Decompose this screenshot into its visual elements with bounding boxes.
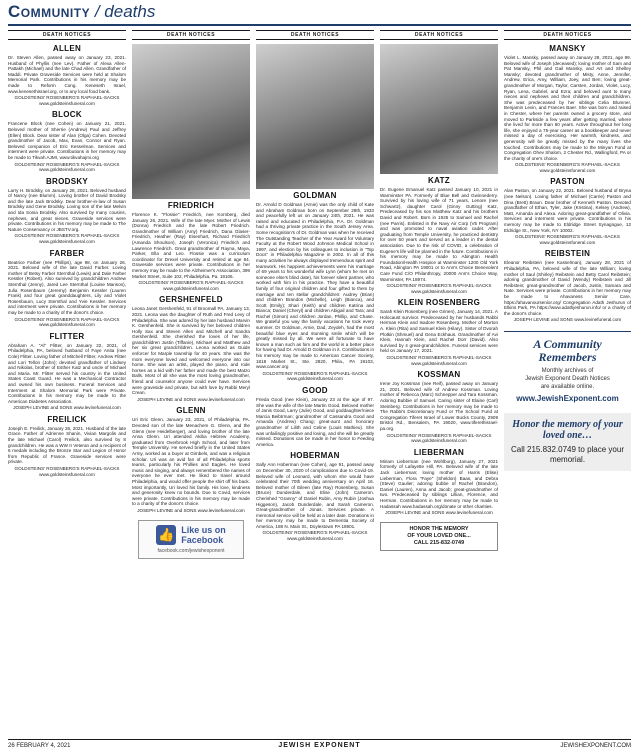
funeral-home: GOLDSTEINS' ROSENBERG'S RAPHAEL-SACKS www.goldsteinsfuneral.com [138, 280, 244, 291]
facebook-line2: Facebook [181, 534, 224, 545]
obituary-good [256, 386, 374, 447]
portrait-photo [380, 44, 498, 174]
ad-website-link[interactable]: www.JewishExponent.com [516, 393, 619, 403]
obituary-text: Joseph E. Freilick, January 26, 2021. Husband of the late Grace. Father of Adrienne Shanin, Vivian Margolis and the late Michael (Carol) Freilick, also survived by 8 grandchildren. He was a WW II Veteran and a recipient of 6 medals including the Bronze Star and Legion of Honor from Republic of France. Graveside services were private. [8, 425, 126, 465]
obituary-name: GERSHENFELD [159, 295, 223, 305]
funeral-home: GOLDSTEINS' ROSENBERG'S RAPHAEL-SACKS www.goldsteinsfuneral.com [14, 233, 120, 245]
funeral-home: GOLDSTEINS' ROSENBERG'S RAPHAEL-SACKS www.goldsteinsfuneral.com [14, 316, 120, 328]
funeral-home: GOLDSTEINS' ROSENBERG'S RAPHAEL-SACKS www.goldsteinsfuneral.com [14, 161, 120, 173]
funeral-home: GOLDSTEINS' ROSENBERG'S RAPHAEL-SACKS www.goldsteinsfuneral.com [386, 283, 492, 294]
column-3 [256, 30, 374, 730]
death-notices-label: DEATH NOTICES [256, 30, 374, 40]
obituary-name: ALLEN [52, 44, 82, 53]
facebook-line1: Like us on [181, 524, 226, 535]
obituary-text: Leona Janet Gershenfeld, 91 of Broomall PA, January 13, 2021. Leona was the daughter of Ruth and Fred Levy of Philadelphia. She was adored by her late husband Marvin K. Gershenfeld. She is survived by her beloved children Holly Sax and Steven Allen and Mitchell and Sandra Gershenfeld. She cherished the loves of her life, grandchildren Justin (Tiffanie), Michael and Matthew and her six great grandchildren. Leona worked as Guide enforcer for Marple township for 40 years. She was the mom everyone loved and welcomed everyone into our home. She was an artist, played the piano, and rode horses as a kid with her father and made the best Matzo Balls. Most of all she was the most loving grandmother, friend and counselor anyone could ever have. Services were graveside and private, but with love by Rabbi Meryl Crean. [132, 306, 250, 396]
column-2 [132, 30, 250, 730]
obituary-name: REIBSTEIN [544, 249, 591, 259]
funeral-home: GOLDSTEINS' ROSENBERG'S RAPHAEL-SACKS www.goldsteinsfuneral.com [14, 95, 120, 106]
obituary-name: MANSKY [549, 44, 586, 53]
obituary-text: Dr. Steven Allen, passed away on January 23, 2021. Husband of Phyllis (nee Lev). Father of Alexa Allen-Pattakh (Michael) and the late Chad Allen. Grandfather of Maddi. Private Graveside Services were held at Shalom Memorial Park. Contributions in his memory may be made to Reform Cong. Keneseth Israel, www.kenesethisrael.org, or to any local food bank. [8, 55, 126, 94]
obituary-text: Irene Joy Kossman (nee Reif), passed away on January 21, 2021. Beloved wife of Andrew Kossman. Loving mother of Rebecca (Marc) Schnepper and Tara Kossman. Adoring Bubbie of Samuel. Caring sister of Elaine (Carl) Steinberg. Contributions in her memory may be made to The Rabbi's Discretionary Fund or The School Fund at Congregation Tiferet Israel of Lower Bucks County, 2909 Bristol Rd., Bensalem, PA 19020, www.tiferethisrael-pa.org. [380, 381, 498, 431]
obituary-text: Francene Block (nee Cohen) on January 21, 2021. Beloved mother of Sherrie (Andrew) Paul and Jeffrey (Ellen) Block. Dear sister of Alan (Olga) Cohen. Devoted grandmother of Jacob, Max, Evan, Connor and Ryan. Beloved companion of Eric Kesselman. Services and interment were private. Contributions in her memory may be made to Tikvah AJMI, www.tikvahajmi.org [8, 121, 126, 160]
obituary-text: Sarah Klein Rosenberg (nee Grinen), January 14, 2021. A Holocaust survivor. Predeceased by her husbands Rabbi Herman Klein and Isadore Rosenberg. Mother of Morton A. Klein (Rita) and Samuel Klein (Hilary). Sister of Dvorah Plotkin (Shmuel) and Gena Eckhaus. Grandmother of Avi Klein, Hannah Klein, and Rachel Dorr (David). Also survived by 4 great-grandchildren. Funeral services were held on January 17, 2021. [380, 309, 498, 354]
death-notices-label: DEATH NOTICES [8, 30, 126, 40]
publication-url[interactable]: JEWISHEXPONENT.COM [560, 743, 631, 749]
obituary-text: Dr. Arnold D Goldman (Arnie) was the only child of Kate and Abraham Goldman born on September 29th, 1933 and peacefully left us on January 24th, 2021. He was raised and educated in Philadelphia, P.A. Dr. Goldman had a thriving private practice in the South Jersey Area. Some recognition's of Dr. Goldman was when he received The Outstanding Teacher of the Year Award for Voluntary Faculty at the Robert Wood Johnson Medical School in 1997, and election by his colleagues to inclusion in "Top Docs" in Philadelphia Magazine in 2002. In all of this many activities he always displayed tremendous spirit and teamwork. His happiest achievements were his marriage of 69 years to his wonderful wife Lynn (whom he met on someone else's blind date), his forever silent partner, who worked with him in his practice. They have a beautiful family of four original children and four gifted to them by marriage and ten stellar grandchildren: Audrey (Brian) and children Brandon (Michelle), Leigh (Bianca), and Scott (Emily); Shari (Keith) and children Katrina and Bianca; Daniel (Cheryl) and children Abigail and Tara; and Rachel (Simon) and children Jordan, Phillip, and Chase. We grateful you way the family vacations he took every summer. Dr Goldman, Arnie, Dad, Zeydeh, had the most beautiful blue eyes and stunning smile which will be greatly missed by all. We were all fortunate to have known a man such as him and the world is a better place for having had Dr. Arnold D Goldman in it. Contributions in his memory may be made to American Cancer Society, 1818 Market St., Ste. 2820, Phila., PA 19103, www.cancer.org [256, 202, 374, 370]
honor-call: Call 215.832.0749 to place your memorial. [511, 444, 624, 464]
column-4 [380, 30, 498, 730]
funeral-home: GOLDSTEINS' ROSENBERG'S RAPHAEL-SACKS www.goldsteinsfuneral.com [262, 370, 368, 382]
funeral-home: JOSEPH LEVINE and SONS www.levinefuneral.com [137, 507, 245, 513]
obituary-kossman [380, 370, 498, 444]
obituary-text: Frieda Good (nee Klein), January 23 at the age of 97. She was the wife of the late Martin Good. Beloved mother of Janis Good, Larry (Julie) Good, and goddaughter/niece Marcia Beibtrman; grandmother of Cassandra Good and Amanda (Andrew) Chang; great-aunt and honorary grandmother of Lilith and Celine (Louis Mathieu). She was unfailingly positive and loving, and she will be greatly missed. Donations can be made in her honor to Feeding America. [256, 397, 374, 447]
obituary-text: Abraham A. "Al" Flitter, on January 22, 2021, of Philadelphia, PA, beloved husband of Faye Anita (nee Cole) Flitter. Loving father of Mitchell Flitter, Andrew Flitter and Lori Tellon (John); devoted grandfather of Lindsey and Nikolas, brother of Esther Katz and uncle of Michael and Maria. Mr. Flitter served his country in the United States Coast Guard. He was a Mechanical Contractor and owned his own business. Funeral Services and Interment at Shalom Memorial Park were Private. Contributions in his memory may be made to the American Diabetes Association. [8, 342, 126, 404]
funeral-home: GOLDSTEINS' ROSENBERG'S RAPHAEL-SACKS www.goldsteinsfuneral.com [515, 162, 620, 173]
column-5 [504, 30, 631, 730]
obituary-katz [380, 44, 498, 294]
obituary-name: FARBER [49, 248, 85, 258]
obituary-friedrich [132, 44, 250, 291]
obituary-mansky [504, 44, 631, 173]
funeral-home: GOLDSTEINS' ROSENBERG'S RAPHAEL-SACKS www.goldsteinsfuneral.com [386, 355, 492, 366]
obituary-hoberman [256, 451, 374, 541]
facebook-url[interactable]: facebook.com/jewishexponent [157, 547, 225, 554]
obituary-text: Miriam Lieberman (nee Wohlburg), January 27, 2021 formerly of Lafayette Hill, PA. Beloved wife of the late Jack Lieberman; loving mother of Harris (Elise) Lieberman, Flora "Faye" (Sheldon) Baas, and Debra (Steve) Gaulier; adoring bubbe of Rachel (Brandon), Daniel (Lauren), Anna and Jacob; great-grandmother of two. Predeceased by siblings Lillian, Florence, and Herman. Contributions in her memory may be made to Hadassah www.hadassah.org/donate or other charities. [380, 458, 498, 509]
section-separator: / [90, 2, 105, 21]
obituary-text: Alan Paston, on January 22, 2021. Beloved husband of Bryna (nee Nelson). Loving father of Michael (Carrie) Paston and Dina (Brett) Braun. Dear brother of Kenneth Paston. Devoted grandfather of Ethan, Tyler, Jake (Kristina), Kelsey (Andrew), Matt, Amanda and Alexa. Adoring great-grandfather of Olivia. Services and interment were private. Contributions in his memory may be made to Eldridge Street Synagogue, 12 Eldridge St., New York, NY 10002. [504, 188, 631, 233]
honor-line-2: OF YOUR LOVED ONE... [407, 532, 471, 539]
obituary-glenn [132, 406, 250, 513]
funeral-home: GOLDSTEINS' ROSENBERG'S RAPHAEL-SACKS www.goldsteinsfuneral.com [386, 432, 492, 444]
death-notices-label: DEATH NOTICES [504, 30, 631, 40]
obituary-name: BLOCK [52, 110, 82, 120]
obituary-paston [504, 177, 631, 245]
obituary-name: BRODSKY [45, 176, 89, 186]
obituary-farber [8, 249, 126, 328]
honor-line-1: HONOR THE MEMORY [409, 525, 469, 532]
obituary-text: Eleanor Reibstein (nee Kasselman), January 28, 2021 of Philadelphia, PA, beloved wife of the late William; loving mother of Saul (Shirley) Reibstein and Betty Carol Reibstein; adoring grandmother of David (Wendy) Reibstein and Jill Reibstein; great-grandmother of Jacob, Justin, Samara and Nate. Services were private. Contributions in her memory may be made to Ahavaness Senior Care, https://ahavanoursenior.org/ Congregation Adath Jeshurun of Elkins Park, PA https://www.adathjeshurun.info/ or a charity of the donor's choice. [504, 260, 631, 316]
obituary-text: Dr. Eugene Emanuel Katz passed January 10, 2021 in Warminster PA. Formerly of Blue Bell and Gwinnederry. Survived by his loving wife of 71 years, Lenore (nee Schwartz), daughter Carol (Ginny Gutting) Katz, Predeceased by his son Matthew Katz and his brothers David and Robert. Born in 1925 to Samuel and Rachel (nee Parris). Enlisted in the Navy Air Corp (V5 Program) and was promoted to naval aviation cadet. After graduating from Temple University, he practiced dentistry for over 50 years and served as a leader in the dental association. Due to the risk of COVID, a celebration of Eugene's life will be planned in the future. Contributions in his memory may be made to Abington Health Foundation/Health Hospice at Warminster 1200 Old York Road, Abington PA 19001 or to Ann's Choice Benevolent Care Fund C/O Philanthropy, 20000 Ann's Choice Way, Warminster, PA 18974. [380, 187, 498, 282]
obituary-text: Florence K. "Flossie" Friedrich, nee Kornberg, died January 26, 2021. Wife of the late Myer. Mother of Lewis (Donna) Friedrich and the late Robert Friedrich. Grandmother of William (Amy) Friedrich, Dana Glaser-Friedrich, Heather (Ray) Eisenhart, Richard Friedrich (Amanda Shoulson), Joseph (Veronica) Friedrich and Lawrence Friedrich. Great grandmother of Rayna, Maya, Parker, Ella and Leo. Flossie was a curriculum coordinator for Drexel University and retired at age 84. Graveside services were private. Contributions in her memory may be made to the Alzheimer's Association, 399 Market Street, Suite 102, Philadelphia, Pa. 19106. [132, 212, 250, 279]
community-remembers-ad [504, 331, 631, 403]
obituary-flitter [8, 332, 126, 411]
obituary-name: GOLDMAN [293, 191, 337, 200]
obituary-klein-rosenberg [380, 298, 498, 366]
ad-line-3: are available online. [540, 383, 595, 390]
obituary-name: GLENN [176, 406, 206, 416]
obituary-name: KLEIN ROSENBERG [397, 298, 481, 308]
masthead-rule [8, 24, 631, 26]
honor-memory-notice [380, 522, 498, 551]
obituary-name: KOSSMAN [417, 370, 461, 380]
funeral-home: JOSEPH LEVINE and SONS www.levinefuneral.com [513, 317, 622, 323]
obituary-name: HOBERMAN [290, 451, 340, 461]
funeral-home: JOSEPH LEVINE and SONS www.levinefuneral.com [13, 405, 121, 411]
obituary-text: Beatrice Farber (nee Phillips), age 98, on January 26, 2021. Beloved wife of the late David Farber. Loving mother of Betsy Farber Sternthal (Lewis) and Dale Farber Kessler (Robert). Also survived by grandchildren Andrew Sternthal (Jenny), Jared Lee Sternthal (Louise Manson), Julia Rosenbaum (Jeremy) Benjamin Kessler (Lauren Frank) and four great granddaughters, Lily and Violet Rosenbaum, Lucy Sternthal and Yvie Kessler. Services and interment were private. Contributions in her memory may be made to a charity of the donor's choice. [8, 259, 126, 315]
obituary-name: GOOD [302, 386, 328, 395]
obituary-block [8, 110, 126, 172]
facebook-promo[interactable] [138, 520, 244, 559]
funeral-home: GOLDSTEINS' ROSENBERG'S RAPHAEL-SACKS www.goldsteinsfuneral.com [14, 466, 120, 477]
obituary-name: FLITTER [49, 331, 85, 341]
column-1 [8, 30, 126, 730]
obituary-name: PASTON [550, 177, 585, 187]
honor-memory-ad [504, 413, 631, 471]
ad-line-1: Monthly archives of [541, 367, 594, 374]
page-number-date: 26 FEBRUARY 4, 2021 [8, 743, 71, 749]
honor-line-3: CALL 215-832-0749 [413, 539, 465, 546]
obituary-text: Uri Eric Glenn, January 23, 2021, of Philadelphia, PA. Devoted son of the late Menachem G. Glenn, and the Glenn (nee Heidelberger), and loving brother of the late Anna Glenn. Uri attended Akiba Hebrew Academy, graduated from Overbrook High School, and later from Temple University. He served briefly in the United States Army, worked as a buyer at Gimbels, and was a religious scholar. Uri was an avid fan of all Philadelphia sports teams, particularly his Phillies and Eagles. He loved music and singing, and always remembered the names of everyone he ever met. He liked to travel around Philadelphia, and would offer people the shirt off his back. Most importantly, Uri loved his family. His love, kindness and generosity knew no bounds. Due to Covid, services were private. Contributions in his memory may be made to a charity of the donor's choice. [132, 417, 250, 507]
obituary-brodsky [8, 177, 126, 245]
section-title: Community [8, 2, 91, 21]
funeral-home: JOSEPH LEVINE and SONS www.levinefuneral.com [137, 396, 245, 402]
obituary-freilick [8, 415, 126, 477]
death-notices-label: DEATH NOTICES [380, 30, 498, 40]
portrait-photo [132, 44, 250, 199]
obituary-gershenfeld [132, 295, 250, 402]
section-subtitle: deaths [104, 2, 156, 21]
funeral-home: GOLDSTEINS' ROSENBERG'S RAPHAEL-SACKS www.goldsteinsfuneral.com [515, 234, 620, 245]
obituary-name: LIEBERMAN [413, 447, 465, 457]
obituary-allen [8, 44, 126, 106]
publication-name: JEWISH EXPONENT [278, 742, 361, 749]
obituary-goldman [256, 44, 374, 382]
page-footer [8, 739, 631, 751]
portrait-photo [256, 44, 374, 189]
funeral-home: JOSEPH LEVINE and SONS www.levinefuneral.com [385, 510, 493, 516]
obituary-text: Larry H. Brodsky, on January 28, 2021. Beloved husband of Nancy (nee Blumm). Loving brother of David Brodsky and the late Jack Brodsky. Dear brother-in-law of Susan Brodsky and Gene Brodsky. Loving son of the late Melvin and Ida Sonia Brodsky. Also survived by many cousins, nephews, and great nieces. Graveside services were private. Contributions in his memory may be made to The Nature Conservancy or JBSTV.org. [8, 187, 126, 232]
ad-line-2: Jewish Exponent Death Notices [525, 375, 610, 382]
obituary-lieberman [380, 448, 498, 516]
obituary-reibstein [504, 249, 631, 323]
section-masthead [8, 2, 631, 24]
honor-title: Honor the memory of your loved one… [512, 418, 623, 441]
death-notices-label: DEATH NOTICES [132, 30, 250, 40]
funeral-home: GOLDSTEINS' ROSENBERG'S RAPHAEL-SACKS www.goldsteinsfuneral.com [262, 530, 368, 542]
ad-title: A Community Remembers [533, 336, 602, 364]
obituary-text: Sally Ann Hoberman (nee Cohen), age 91, passed away on December 30, 2020 of complications due to Covid-19. Beloved wife of Leonard, with whom she would have celebrated their 70th wedding anniversary on April 16. Beloved mother of Eileen (late Ray) Rosenberg, Susan (Bruce) Dunderdale, and Elise (John) Cameron. Cherished "Granny" of Daniel Rubin, Amy Rubin (Joshua Higgeson), Jacob Dunderdale, and Sarah Cameron. Great-grandmother of Jonas. Services private. A memorial service will be held at a later date. Donations in her memory may be made to Dementia Society of America, 188 N. Main St., Doylestown PA 18901. [256, 462, 374, 529]
obituary-name: FRIEDRICH [167, 201, 215, 210]
obituary-name: KATZ [428, 176, 450, 185]
obituary-name: FREILICK [47, 414, 87, 424]
obituary-text: Violet L. Mansky, passed away on January 28, 2021, age 99. Beloved wife of Joseph (deceased); loving mother of Sam and Pat Mansky, Phil and Gail Mansky, and Art and Shelley Mansky; devoted grandmother of Misty, Anne, Jennifer, Andrew, Erica, Amy, William, Joey, and Ben; loving great-grandmother of Morgan, Taylor, Carsten, Jordan, Violet, Lucy, Ryan, Lena, Gabriel, and Ezra; and beloved aunt to many nieces and nephews and their children and grandchildren. She was predeceased by her siblings Celia Blumner, Benjamin Levin, and Frances Baer. She was born and raised in Chester, where her parents owned a grocery store, and moved to Parkside a few years after getting married, where she lived for more than 60 years. Active throughout her long life, she enjoyed a 75-year career as a bookkeeper and never missed a day of exercising. Her warmth, kindness, and generosity will be greatly missed by the many lives she touched. Contributions may be made to the Minyan Fund at Congregation Ohev Shalom, 2 Chester Rd., Wallingford, PA or the charity of one's choice. [504, 55, 631, 161]
thumbs-up-icon: 👍 [156, 525, 176, 545]
